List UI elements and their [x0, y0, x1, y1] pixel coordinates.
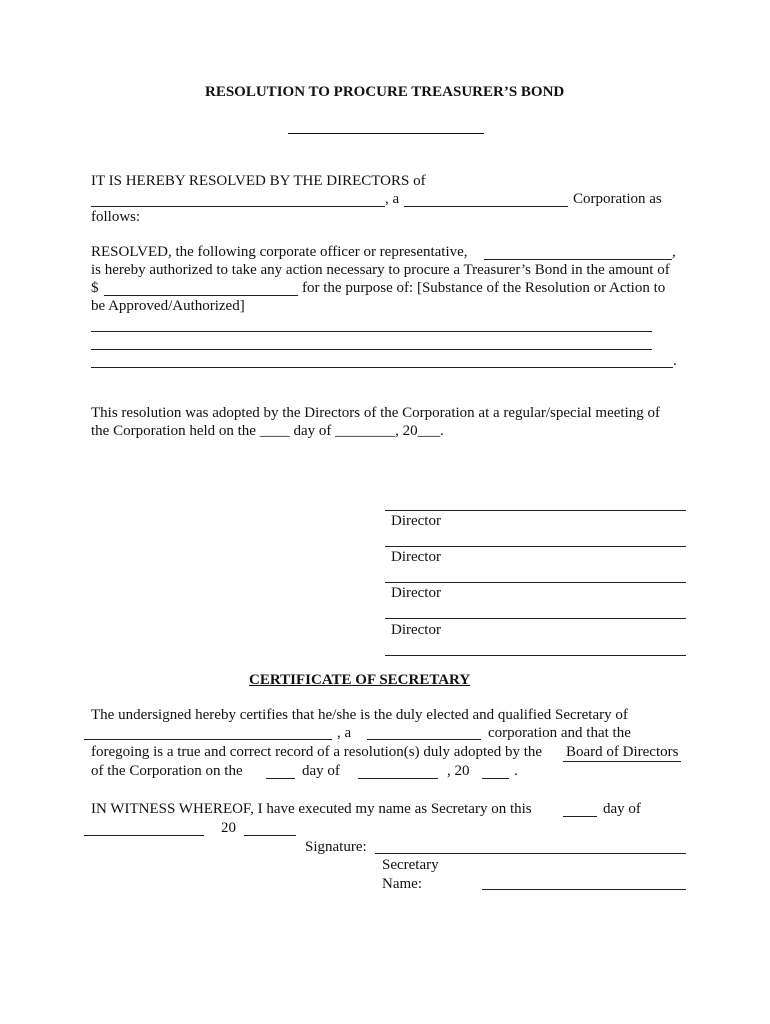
witness-day-blank[interactable] [563, 816, 597, 817]
adopted-line: This resolution was adopted by the Directors of the Corporation at a regular/special meeting of [91, 405, 660, 421]
director-label-3: Director [391, 585, 441, 601]
dollar-sign: $ [91, 280, 99, 296]
cert-day-blank[interactable] [266, 778, 295, 779]
corporation-type-blank[interactable] [404, 206, 568, 207]
director-label-1: Director [391, 513, 441, 529]
board-of-directors-text: Board of Directors [566, 744, 679, 760]
purpose-text: for the purpose of: [Substance of the Resolution or Action to [302, 280, 666, 296]
name-label: Name: [382, 876, 422, 892]
director-signature-line-1[interactable] [385, 510, 686, 511]
signature-line[interactable] [375, 853, 686, 854]
director-signature-line-4[interactable] [385, 618, 686, 619]
corporation-as-text: Corporation as [573, 191, 662, 207]
cert-corporation-type-blank[interactable] [367, 739, 481, 740]
title-underline [288, 133, 484, 134]
intro-comma-a: , a [385, 191, 400, 207]
cert-comma-a: , a [337, 725, 352, 741]
director-label-2: Director [391, 549, 441, 565]
document-title: RESOLUTION TO PROCURE TREASURER’S BOND [205, 84, 565, 100]
authorized-line: is hereby authorized to take any action necessary to procure a Treasurer’s Bond in the amount of [91, 262, 670, 278]
witness-day-of-text: day of [603, 801, 641, 817]
purpose-line-2[interactable] [91, 349, 652, 350]
witness-year-blank[interactable] [244, 835, 296, 836]
approved-text: be Approved/Authorized] [91, 298, 245, 314]
intro-line: IT IS HEREBY RESOLVED BY THE DIRECTORS of [91, 173, 426, 189]
purpose-line-1[interactable] [91, 331, 652, 332]
cert-comma-20: , 20 [447, 763, 470, 779]
officer-name-blank[interactable] [484, 259, 672, 260]
cert-day-of-text: day of [302, 763, 340, 779]
resolved-comma: , [672, 244, 676, 260]
corporation-that-text: corporation and that the [488, 725, 631, 741]
witness-month-blank[interactable] [84, 835, 204, 836]
director-label-4: Director [391, 622, 441, 638]
certifies-line: The undersigned hereby certifies that he/she is the duly elected and qualified Secretary of [91, 707, 628, 723]
follows-text: follows: [91, 209, 141, 225]
cert-period: . [514, 763, 518, 779]
secretary-corporation-blank[interactable] [84, 739, 332, 740]
secretary-name-line[interactable] [482, 889, 686, 890]
meeting-date-line: the Corporation held on the ____ day of ________, 20___. [91, 423, 444, 439]
purpose-period: . [673, 353, 677, 369]
witness-twenty: 20 [221, 820, 236, 836]
of-corporation-text: of the Corporation on the [91, 763, 243, 779]
director-signature-line-3[interactable] [385, 582, 686, 583]
witness-line: IN WITNESS WHEREOF, I have executed my name as Secretary on this [91, 801, 532, 817]
board-underline[interactable] [563, 761, 681, 762]
cert-year-blank[interactable] [482, 778, 509, 779]
directors-of-blank[interactable] [91, 206, 385, 207]
foregoing-line: foregoing is a true and correct record of a resolution(s) duly adopted by the [91, 744, 543, 760]
director-signature-line-2[interactable] [385, 546, 686, 547]
resolved-line: RESOLVED, the following corporate officer or representative, [91, 244, 468, 260]
bond-amount-blank[interactable] [104, 295, 298, 296]
certificate-heading: CERTIFICATE OF SECRETARY [249, 672, 471, 688]
director-signature-line-5[interactable] [385, 655, 686, 656]
purpose-line-3[interactable] [91, 367, 673, 368]
signature-label: Signature: [305, 839, 367, 855]
cert-month-blank[interactable] [358, 778, 438, 779]
secretary-label: Secretary [382, 857, 439, 873]
